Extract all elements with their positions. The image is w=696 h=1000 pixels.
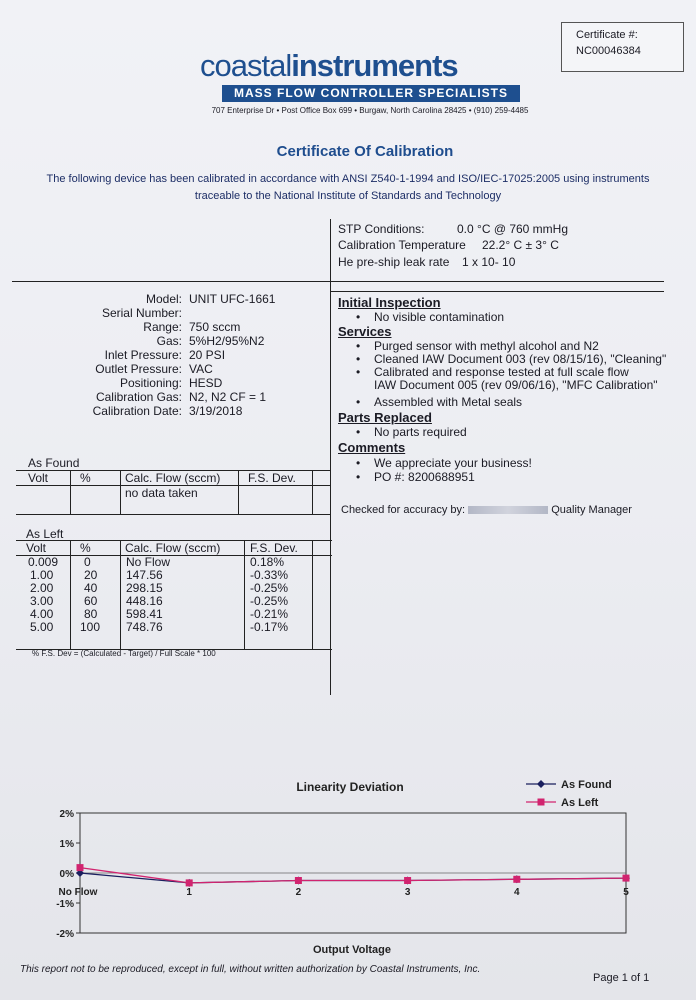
as-left-row: 5.00 100 748.76 -0.17% bbox=[30, 620, 289, 634]
data-point bbox=[404, 877, 411, 884]
as-found-header-dev: F.S. Dev. bbox=[248, 471, 296, 485]
y-tick-label: -1% bbox=[56, 899, 74, 910]
data-point bbox=[186, 879, 193, 886]
list-item: • We appreciate your business! bbox=[356, 456, 532, 470]
as-found-header-flow: Calc. Flow (sccm) bbox=[125, 471, 221, 485]
y-tick-label: 1% bbox=[59, 839, 74, 850]
x-tick-label: No Flow bbox=[58, 887, 98, 898]
deviation-formula: % F.S. Dev = (Calculated - Target) / Full Scale * 100 bbox=[32, 649, 216, 658]
checked-by-prefix: Checked for accuracy by: bbox=[341, 504, 466, 516]
as-left-header-flow: Calc. Flow (sccm) bbox=[125, 541, 221, 555]
device-details bbox=[14, 292, 324, 422]
as-left-header-percent: % bbox=[80, 541, 91, 555]
list-item: • No parts required bbox=[356, 425, 467, 439]
as-found-table bbox=[16, 470, 330, 515]
device-row-model: Model: UNIT UFC-1661 bbox=[145, 292, 276, 306]
certificate-number: NC00046384 bbox=[576, 45, 641, 57]
y-tick-label: 2% bbox=[59, 809, 74, 820]
checked-by bbox=[341, 504, 632, 516]
device-row-gas: Gas: 5%H2/95%N2 bbox=[156, 334, 265, 348]
legend-marker bbox=[537, 780, 545, 788]
signature bbox=[468, 506, 548, 514]
device-row-serial: Serial Number: bbox=[101, 306, 182, 320]
as-left-row: 2.00 40 298.15 -0.25% bbox=[30, 581, 289, 595]
list-item: • Cleaned IAW Document 003 (rev 08/15/16), "Cleaning" bbox=[356, 352, 667, 366]
list-item: • Calibrated and response tested at full scale flow IAW Document 005 (rev 09/06/16), "MFC Calibration" bbox=[356, 365, 658, 392]
as-left-title: As Left bbox=[26, 527, 64, 541]
data-point bbox=[77, 864, 84, 871]
legend-marker bbox=[538, 799, 545, 806]
device-row-positioning: Positioning: HESD bbox=[119, 376, 223, 390]
calibration-temp-value: 22.2° C ± 3° C bbox=[482, 238, 559, 252]
device-row-cal-gas: Calibration Gas: N2, N2 CF = 1 bbox=[95, 390, 267, 404]
calibration-temp-label: Calibration Temperature bbox=[338, 238, 466, 252]
x-tick-label: 1 bbox=[186, 887, 192, 898]
data-point bbox=[513, 876, 520, 883]
device-row-range: Range: 750 sccm bbox=[143, 320, 241, 334]
as-left-row: 1.00 20 147.56 -0.33% bbox=[30, 568, 289, 582]
y-tick-label: -2% bbox=[56, 929, 74, 940]
stp-label: STP Conditions: bbox=[338, 222, 425, 236]
parts-replaced-heading: Parts Replaced bbox=[338, 410, 432, 425]
list-item: • PO #: 8200688951 bbox=[356, 470, 475, 484]
as-left-row: 3.00 60 448.16 -0.25% bbox=[30, 594, 289, 608]
list-item: • Assembled with Metal seals bbox=[356, 395, 523, 409]
as-left-table bbox=[16, 540, 332, 650]
as-found-header-volt: Volt bbox=[28, 471, 49, 485]
device-row-outlet: Outlet Pressure: VAC bbox=[95, 362, 213, 376]
leak-rate-label: He pre-ship leak rate bbox=[338, 255, 450, 269]
certificate-number-box bbox=[561, 22, 684, 72]
x-tick-label: 2 bbox=[295, 887, 302, 898]
document-title: Certificate Of Calibration bbox=[276, 143, 454, 160]
data-point bbox=[295, 877, 302, 884]
as-left-header-volt: Volt bbox=[26, 541, 47, 555]
as-found-title: As Found bbox=[28, 456, 80, 470]
legend-label: As Found bbox=[561, 779, 612, 791]
divider-main bbox=[12, 281, 664, 282]
device-row-cal-date: Calibration Date: 3/19/2018 bbox=[92, 404, 243, 418]
as-found-header-percent: % bbox=[80, 471, 91, 485]
data-point bbox=[623, 875, 630, 882]
device-row-inlet: Inlet Pressure: 20 PSI bbox=[104, 348, 226, 362]
as-left-row: 4.00 80 598.41 -0.21% bbox=[30, 607, 289, 621]
logo-text-part2: instruments bbox=[291, 48, 458, 83]
comments-heading: Comments bbox=[338, 440, 406, 455]
logo-text-part1: coastal bbox=[200, 48, 292, 83]
intro-text bbox=[20, 171, 676, 205]
divider-right bbox=[330, 291, 664, 292]
leak-rate-value: 1 x 10- 10 bbox=[462, 255, 516, 269]
x-tick-label: 5 bbox=[623, 887, 629, 898]
x-axis-label: Output Voltage bbox=[312, 944, 392, 956]
y-tick-label: 0% bbox=[59, 869, 74, 880]
as-left-row: 0.009 0 No Flow 0.18% bbox=[28, 555, 285, 569]
x-tick-label: 3 bbox=[404, 887, 411, 898]
stp-conditions bbox=[338, 222, 425, 236]
certificate-page: Certificate #: NC00046384 coastalinstruments MASS FLOW CONTROLLER SPECIALISTS 707 Enterprise Dr • Post Office Box 699 • Burgaw, North Carolina 28425 • (910) 259-4485 Certificate Of Calibration The following device has been calibrated in accordance with ANSI Z540-1-1994 and ISO/IEC-17025:2005 using instruments traceable to the National Institute of Standards and Technology STP Conditions: 0.0 °C @ 760 mmHg Calibration Temperature 22.2° C ± 3° C He pre-ship leak rate 1 x 10- 10 Model: UNIT UFC-1661 Serial Number: Range: 750 sccm Gas: 5%H2/95%N2 Inlet Pressure: 20 PSI Outlet Pressure: VAC Positioning: HESD Calibration Gas: N2, N2 CF = 1 Calibration Date: 3/19/2018 As Found Volt % Calc. Flow (sccm) F.S. Dev. no data taken As Left Volt % Calc. Flow (sccm) F.S. Dev. 0.009 0 No Flow 0.18% 1.00 20 147.56 -0.33% 2.00 40 298.15 -0.25% 3.00 60 448.16 -0.25% 4.00 80 598.41 -0.21% 5.00 100 748.76 -0.17% % F.S. Dev = (Calculated - Target) / Full Scale * 100 Initial Inspection • No visible contamination Services • Purged sensor with methyl alcohol and N2 • Cleaned IAW Document 003 (rev 08/15/16), "Cleaning" • Calibrated and response tested at full scale flow IAW Document 005 (rev 09/06/16), "MFC Calibration" • Assembled with Metal seals Parts Replaced • No parts required Comments • We appreciate your business! • PO #: 8200688951 Checked for accuracy by: Quality Manager Linearity Deviation Output Voltage 2% 1% 0% -1% -2% No Flow 1 2 3 4 5 As Found As Left This report not to be reproduced, except in full, without written authorization by Coastal Instruments, Inc. Page 1 of 1 bbox=[0, 0, 696, 1000]
intro-line-2: traceable to the National Institute of Standards and Technology bbox=[194, 190, 502, 202]
chart-title: Linearity Deviation bbox=[296, 780, 404, 794]
company-logo bbox=[200, 48, 458, 84]
legend-label: As Left bbox=[561, 797, 599, 809]
series-line-as-found bbox=[80, 873, 626, 883]
list-item: • Purged sensor with methyl alcohol and N2 bbox=[356, 339, 599, 353]
as-found-no-data: no data taken bbox=[125, 486, 198, 500]
company-banner: MASS FLOW CONTROLLER SPECIALISTS bbox=[222, 85, 520, 102]
certificate-label: Certificate #: bbox=[576, 29, 638, 41]
page-number: Page 1 of 1 bbox=[593, 972, 650, 984]
company-address: 707 Enterprise Dr • Post Office Box 699 • Burgaw, North Carolina 28425 • (910) 259-4485 bbox=[211, 106, 529, 115]
linearity-chart bbox=[0, 770, 696, 960]
initial-inspection-heading: Initial Inspection bbox=[338, 295, 441, 310]
intro-line-1: The following device has been calibrated in accordance with ANSI Z540-1-1994 and ISO/IEC-17025:2005 using instruments bbox=[46, 173, 650, 185]
services-heading: Services bbox=[338, 324, 392, 339]
as-left-header-dev: F.S. Dev. bbox=[250, 541, 298, 555]
footer-disclaimer: This report not to be reproduced, except in full, without written authorization by Coastal Instruments, Inc. bbox=[20, 964, 481, 975]
stp-value: 0.0 °C @ 760 mmHg bbox=[457, 222, 569, 236]
checked-by-suffix: Quality Manager bbox=[551, 504, 632, 516]
x-tick-label: 4 bbox=[514, 887, 520, 898]
